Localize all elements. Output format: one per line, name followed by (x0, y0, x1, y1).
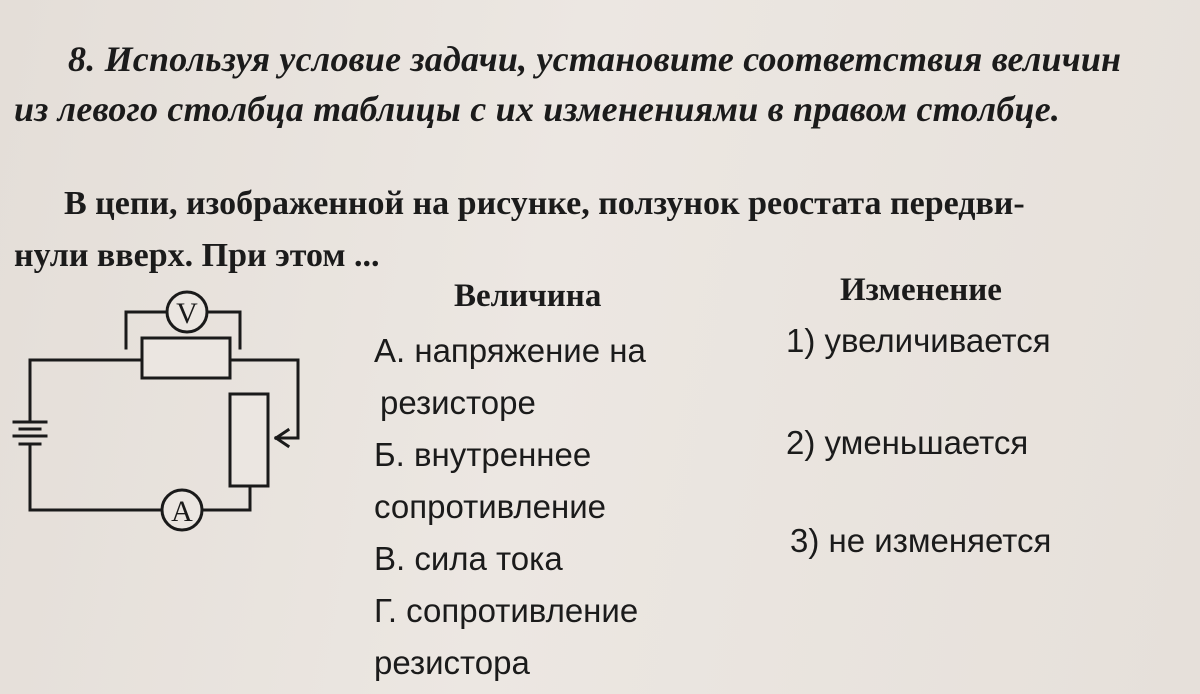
quantity-item-v (374, 533, 734, 585)
quantity-item-text-cont: резистора (374, 644, 530, 681)
quantity-item-text: А. напряжение на (374, 332, 646, 369)
task-condition (14, 178, 1184, 282)
condition-line-1: В цепи, изображенной на рисунке, ползунок реостата передви- (64, 185, 1025, 222)
quantity-item-a (374, 325, 734, 429)
change-option-3: 3) не изменяется (790, 522, 1052, 559)
left-wire (30, 360, 250, 510)
instruction-line-2: из левого столбца таблицы с их изменениями в правом столбце. (14, 89, 1061, 129)
quantity-item-text: Г. сопротивление (374, 592, 639, 629)
battery (14, 422, 46, 444)
voltmeter (167, 292, 207, 332)
change-option-2: 2) уменьшается (786, 424, 1029, 461)
condition-line-2: нули вверх. При этом ... (14, 237, 380, 274)
resistor (142, 338, 230, 378)
rheostat (230, 394, 268, 486)
circuit-diagram (0, 280, 330, 540)
change-option-1: 1) увеличивается (786, 322, 1051, 359)
column-header-change: Изменение (840, 272, 1002, 308)
quantity-item-text: В. сила тока (374, 540, 563, 577)
ammeter-label: A (171, 495, 193, 528)
quantity-item-text-cont: сопротивление (374, 488, 607, 525)
voltmeter-label: V (176, 297, 198, 330)
quantity-item-g (374, 585, 734, 689)
task-instruction (14, 34, 1174, 134)
instruction-line-1: 8. Используя условие задачи, установите соответствия величин (68, 39, 1122, 79)
quantity-list (374, 325, 734, 689)
quantity-item-text: Б. внутреннее (374, 436, 592, 473)
quantity-item-text-cont: резисторе (380, 384, 536, 421)
ammeter (162, 490, 202, 530)
column-header-quantity: Величина (454, 278, 602, 314)
quantity-item-b (374, 429, 734, 533)
